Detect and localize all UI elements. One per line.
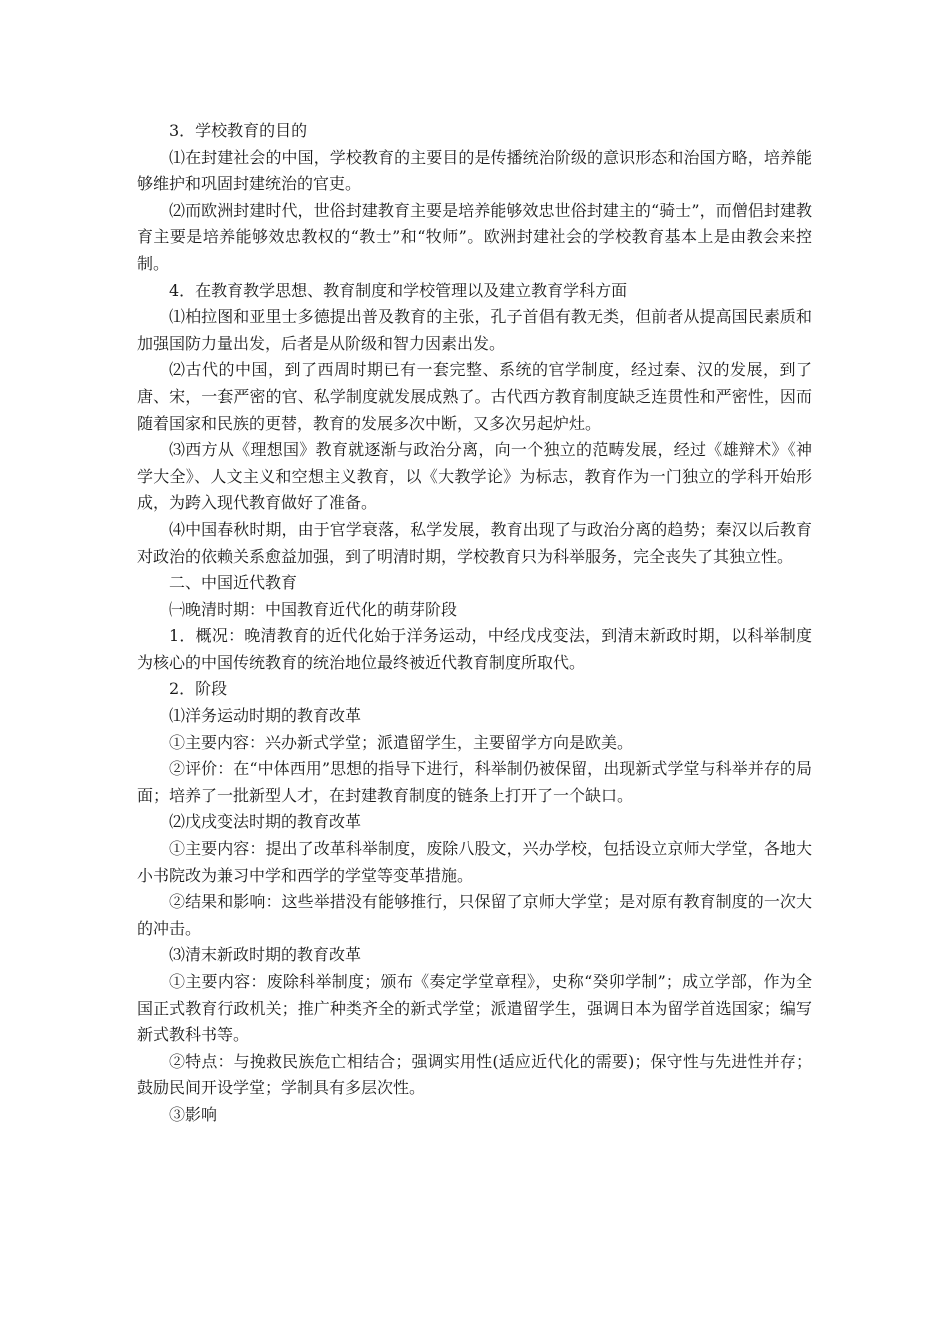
heading-hundred-days-reform: ⑵戊戌变法时期的教育改革 xyxy=(169,812,362,832)
heading-school-education-purpose: 3．学校教育的目的 xyxy=(169,121,308,140)
paragraph: ⑴柏拉图和亚里士多德提出普及教育的主张，孔子首倡有教无类，但前者从提高国民素质和加强国防力量出发，后者是从阶级和智力因素出发。 xyxy=(137,307,812,353)
subsection-heading-late-qing: ㈠晚清时期：中国教育近代化的萌芽阶段 xyxy=(169,599,458,619)
paragraph: ③影响 xyxy=(169,1104,218,1124)
heading-stages: 2．阶段 xyxy=(169,679,228,699)
section-heading-modern-china-education: 二、中国近代教育 xyxy=(169,573,298,593)
paragraph: ②评价：在“中体西用”思想的指导下进行，科举制仍被保留，出现新式学堂与科举并存的局面；培养了一批新型人才，在封建教育制度的链条上打开了一个缺口。 xyxy=(137,759,812,805)
heading-late-qing-new-policy-reform: ⑶清末新政时期的教育改革 xyxy=(169,945,362,965)
paragraph: ②特点：与挽救民族危亡相结合；强调实用性(适应近代化的需要)；保守性与先进性并存；鼓励民间开设学堂；学制具有多层次性。 xyxy=(137,1051,812,1098)
paragraph: ①主要内容：提出了改革科举制度，废除八股文，兴办学校，包括设立京师大学堂，各地大小书院改为兼习中学和西学的学堂等变革措施。 xyxy=(137,839,812,885)
paragraph: ①主要内容：兴办新式学堂；派遣留学生，主要留学方向是欧美。 xyxy=(169,732,634,752)
paragraph: ⑵而欧洲封建时代，世俗封建教育主要是培养能够效忠世俗封建主的“骑士”，而僧侣封建教育主要是培养能够效忠教权的“教士”和“牧师”。欧洲封建社会的学校教育基本上是由教会来控制。 xyxy=(137,200,812,273)
paragraph: ⑵古代的中国，到了西周时期已有一套完整、系统的官学制度，经过秦、汉的发展，到了唐、宋，一套严密的官、私学制度就发展成熟了。古代西方教育制度缺乏连贯性和严密性，因而随着国家和民族的更替，教育的发展多次中断，又多次另起炉灶。 xyxy=(137,360,812,433)
document-body xyxy=(137,118,812,1129)
paragraph: ⑶西方从《理想国》教育就逐渐与政治分离，向一个独立的范畴发展，经过《雄辩术》《神学大全》、人文主义和空想主义教育，以《大教学论》为标志，教育作为一门独立的学科开始形成，为跨入现代教育做好了准备。 xyxy=(137,440,812,513)
paragraph: ⑴在封建社会的中国，学校教育的主要目的是传播统治阶级的意识形态和治国方略，培养能够维护和巩固封建统治的官吏。 xyxy=(137,147,812,194)
heading-education-thought-system: 4．在教育教学思想、教育制度和学校管理以及建立教育学科方面 xyxy=(169,280,628,300)
paragraph: ⑷中国春秋时期，由于官学衰落，私学发展，教育出现了与政治分离的趋势；秦汉以后教育对政治的依赖关系愈益加强，到了明清时期，学校教育只为科举服务，完全丧失了其独立性。 xyxy=(137,519,812,566)
paragraph: ①主要内容：废除科举制度；颁布《奏定学堂章程》，史称“癸卯学制”；成立学部，作为全国正式教育行政机关；推广种类齐全的新式学堂；派遣留学生，强调日本为留学首选国家；编写新式教科书等。 xyxy=(137,972,812,1045)
paragraph: 1．概况：晚清教育的近代化始于洋务运动，中经戊戌变法，到清末新政时期，以科举制度为核心的中国传统教育的统治地位最终被近代教育制度所取代。 xyxy=(137,626,812,672)
paragraph: ②结果和影响：这些举措没有能够推行，只保留了京师大学堂；是对原有教育制度的一次大的冲击。 xyxy=(137,892,812,938)
heading-westernization-reform: ⑴洋务运动时期的教育改革 xyxy=(169,706,362,726)
